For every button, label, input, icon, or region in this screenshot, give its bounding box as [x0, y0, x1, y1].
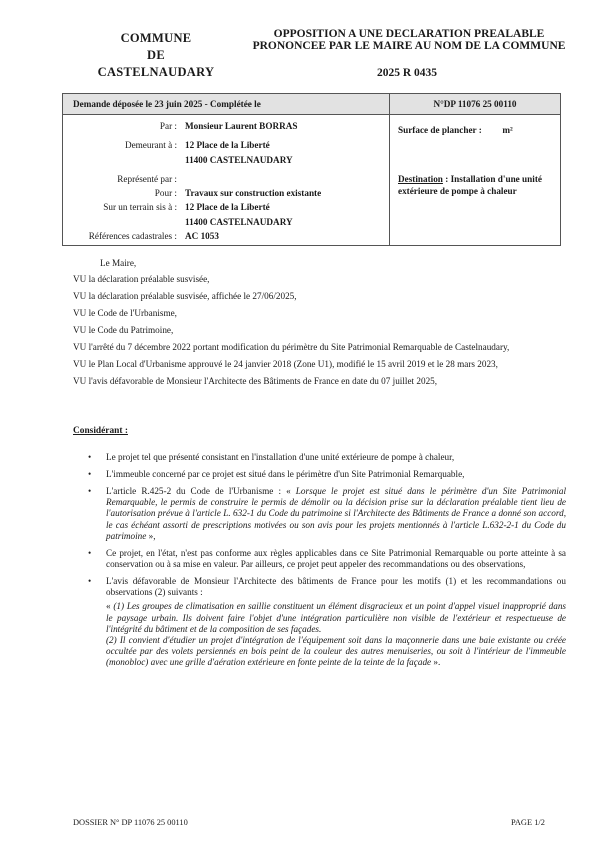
commune-line: DE [147, 48, 165, 62]
info-row [63, 200, 389, 214]
dossier-number: N°DP 11076 25 00110 [390, 94, 561, 115]
info-value: Travaux sur construction existante [185, 188, 322, 199]
list-item [88, 576, 566, 669]
info-row [63, 172, 389, 186]
info-label: Par : [159, 121, 177, 131]
info-row [63, 186, 389, 200]
vu-item: VU le Code de l'Urbanisme, [73, 308, 177, 318]
info-value: 11400 CASTELNAUDARY [185, 154, 293, 165]
title-line: PRONONCEE PAR LE MAIRE AU NOM DE LA COMMUNE [252, 40, 566, 52]
info-value: 11400 CASTELNAUDARY [185, 216, 293, 227]
bullet-icon: • [88, 469, 92, 479]
list-item-text: L'avis défavorable de Monsieur l'Architecte des bâtiments de France pour les motifs (1) et les recommandations ou observations (2) suivants : [106, 576, 566, 598]
info-value [185, 172, 389, 186]
quote-mark: ». [431, 657, 441, 668]
abf-quote [106, 601, 566, 635]
quote-mark: « [106, 601, 114, 612]
info-row [63, 119, 389, 133]
commune-line: CASTELNAUDARY [97, 65, 215, 79]
request-table [62, 93, 561, 246]
abf-reason: (1) Les groupes de climatisation en saillie constituent un élément disgracieux et un point d'appel visuel inapproprié dans le paysage urbain. Ils doivent faire l'objet d'une intégration particulière non visible de l'extérieur et respectueuse de l'intégrité du bâtiment et de la composition de ses façades. [106, 601, 566, 634]
arrete-number: 2025 R 0435 [376, 67, 438, 79]
commune-line: COMMUNE [120, 31, 192, 45]
info-label: Pour : [154, 188, 177, 199]
page-number: PAGE 1/2 [511, 818, 545, 827]
vu-item: VU le Code du Patrimoine, [73, 325, 174, 335]
commune-name [92, 30, 220, 81]
floor-surface [398, 124, 554, 136]
info-label: Demeurant à : [124, 140, 177, 151]
info-label [63, 215, 185, 229]
info-value: Monsieur Laurent BORRAS [185, 121, 298, 131]
list-item-text: », [146, 530, 156, 541]
bullet-icon: • [88, 576, 92, 587]
maire-heading: Le Maire, [100, 258, 137, 268]
destination [398, 174, 554, 197]
abf-recommendation [106, 635, 566, 669]
surface-unit: m² [502, 125, 513, 135]
info-value: 12 Place de la Liberté [185, 202, 270, 213]
info-label: Références cadastrales : [88, 231, 177, 242]
list-item [88, 469, 566, 480]
vu-list [73, 274, 565, 393]
list-item [88, 486, 566, 542]
vu-item: VU l'arrêté du 7 décembre 2022 portant modification du périmètre du Site Patrimonial Remarquable de Castelnaudary, [73, 342, 510, 352]
bullet-icon: • [88, 486, 92, 496]
vu-item: VU l'avis défavorable de Monsieur l'Architecte des Bâtiments de France en date du 07 juillet 2025, [73, 376, 438, 386]
list-item-text: L'article R.425-2 du Code de l'Urbanisme : « [106, 486, 296, 496]
deposit-date: Demande déposée le 23 juin 2025 - Complétée le [63, 94, 390, 115]
info-label: Sur un terrain sis à : [103, 202, 177, 213]
considerant-heading: Considérant : [73, 426, 128, 436]
vu-item: VU la déclaration préalable susvisée, [73, 274, 210, 284]
info-row [63, 215, 389, 229]
surface-label: Surface de plancher : [398, 125, 482, 135]
list-item-text: L'immeuble concerné par ce projet est situé dans le périmètre d'un Site Patrimonial Remarquable, [106, 469, 465, 479]
list-item [88, 548, 566, 570]
info-label: Représenté par : [117, 173, 177, 184]
considerant-list [88, 452, 566, 674]
abf-recommendation-text: (2) Il convient d'étudier un projet d'intégration de l'équipement soit dans la maçonnerie dans une baie existante ou créée occultée par des volets persiennés en bois peint de la couleur des autres menuiseries, ou soit à l'intérieur de l'immeuble (monobloc) avec une grille d'aération extérieure en fonte peinte de la teinte de la façade [106, 635, 566, 668]
legal-quote: Lorsque le projet est situé dans le périmètre d'un Site Patrimonial Remarquable, le permis de construire le permis de démolir ou la décision prise sur la déclaration préalable tient lieu de l'autorisation prévue à l'article L. 632-1 du Code du patrimoine si l'Architecte des Bâtiments de France a donné son accord, le cas échéant assorti de prescriptions motivées ou son avis pour les projets mentionnés à l'article L.632-2-1 du Code du patrimoine [106, 486, 566, 541]
info-row [63, 229, 389, 243]
bullet-icon: • [88, 547, 92, 558]
info-row [63, 138, 389, 152]
request-header-row [63, 94, 561, 115]
vu-item: VU la déclaration préalable susvisée, affichée le 27/06/2025, [73, 291, 297, 301]
list-item [88, 452, 566, 463]
bullet-icon: • [88, 452, 92, 462]
info-label [63, 153, 185, 167]
title-line: OPPOSITION A UNE DECLARATION PREALABLE [273, 28, 545, 40]
vu-item: VU le Plan Local d'Urbanisme approuvé le 24 janvier 2018 (Zone U1), modifié le 15 avril 2019 et le 28 mars 2023, [73, 359, 498, 369]
surface-destination-cell [390, 115, 561, 246]
info-value: AC 1053 [185, 231, 219, 242]
list-item-text: Ce projet, en l'état, n'est pas conforme aux règles applicables dans ce Site Patrimonial Remarquable ou porte atteinte à sa conservation ou à sa mise en valeur. Par ailleurs, ce projet peut appeler des recommandations ou des observations, [106, 547, 566, 570]
info-value: 12 Place de la Liberté [185, 140, 270, 151]
list-item-text: Le projet tel que présenté consistant en l'installation d'une unité extérieure de pompe à chaleur, [106, 452, 455, 462]
applicant-cell [63, 115, 390, 246]
document-title [244, 28, 574, 52]
destination-label: Destination [398, 174, 443, 184]
info-row [63, 153, 389, 167]
footer-dossier: DOSSIER N° DP 11076 25 00110 [73, 818, 188, 827]
destination-value: : Installation d'une unité extérieure de pompe à chaleur [398, 174, 542, 196]
